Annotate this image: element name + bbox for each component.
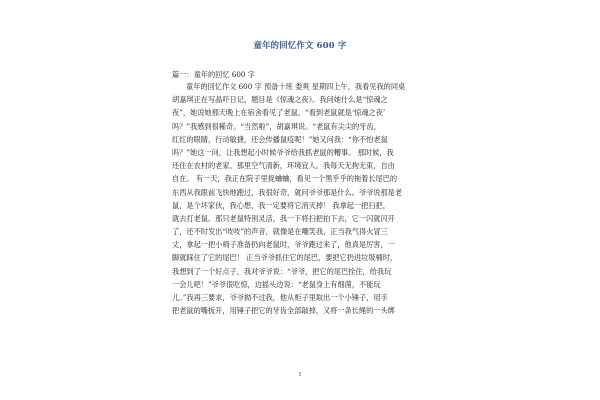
text-line: 把老鼠的嘴扳开，用锤子把它的牙齿全部敲掉，又将一条长绳的一头绑 <box>172 306 395 316</box>
document-title: 童年的回忆作文 600 字 <box>253 40 347 50</box>
text-line: 吗？”我感到很稀奇。“当然啦”，胡嘉琪说。“老鼠有尖尖的牙齿， <box>172 121 381 131</box>
text-line: 鼠，是个坏家伙，我心想，我一定要将它消灭掉！ 我拿起一把扫把， <box>172 200 390 210</box>
section-heading: 篇一：童年的回忆 600 字 <box>172 70 255 79</box>
text-line: 红红的眼睛，行动敏捷，还会传播鼠疫呢！”她又问我：“你不怕老鼠 <box>172 134 388 144</box>
text-line: 就去打老鼠。那只老鼠特别灵活，我一下将扫把拍下去，它一闪就闪开 <box>172 213 395 223</box>
text-line: 一会儿吧！”爷爷很吃惊，边摇头边说：“老鼠身上有细菌，不能玩 <box>172 279 381 289</box>
text-line: 童年的回忆作文 600 字 预备十班 娄爽 星期四上午，我看见我的同桌 <box>186 82 406 91</box>
text-line: 东西从我眼前飞快地跑过，我很好奇，就问爷爷那是什么。爷爷说那是老 <box>172 187 403 197</box>
text-line: 儿。”我再三要求，爷爷拗不过我，他从柜子里取出一个小锤子，用手 <box>172 293 388 302</box>
text-line: 吗？”她这一问，让我想起小时候爷爷给我抓老鼠的糟事。 那时候，我 <box>172 147 394 157</box>
text-line: 胡嘉琪正在写晶吓日记，题目是《惊魂之夜》。我问她什么是“惊魂之 <box>172 95 388 105</box>
text-line: 夜”，她说她那天晚上在宿舍看见了老鼠。“看到老鼠就是‘惊魂之夜’ <box>172 108 386 118</box>
text-line: 丈，拿起一把小椅子准备扔向老鼠时，爷爷跑过来了，他真是厉害，一 <box>172 240 395 250</box>
page-number: 1 <box>298 372 302 378</box>
text-line: 我想到了一个好点子，我对爷爷说：“爷爷，把它的尾巴拴住，给我玩 <box>172 266 392 276</box>
essay-body <box>172 80 434 317</box>
text-line: 脚就踩住了它的尾巴！ 正当爷爷抓住它的尾巴，要把它扔进垃圾桶时， <box>172 253 398 263</box>
text-line: 还住在农村的老家。那里空气清新，环境宜人。我每天无拘无束，自由 <box>172 161 395 171</box>
text-line: 自在。 有一天，我正在院子里捉蛐蛐，看见一个黑乎乎的拖着长尾巴的 <box>172 174 398 184</box>
text-line: 了，还不时发出“吱吱”的声音，就像是在嘲笑我，正当我气得火冒三 <box>172 227 388 237</box>
